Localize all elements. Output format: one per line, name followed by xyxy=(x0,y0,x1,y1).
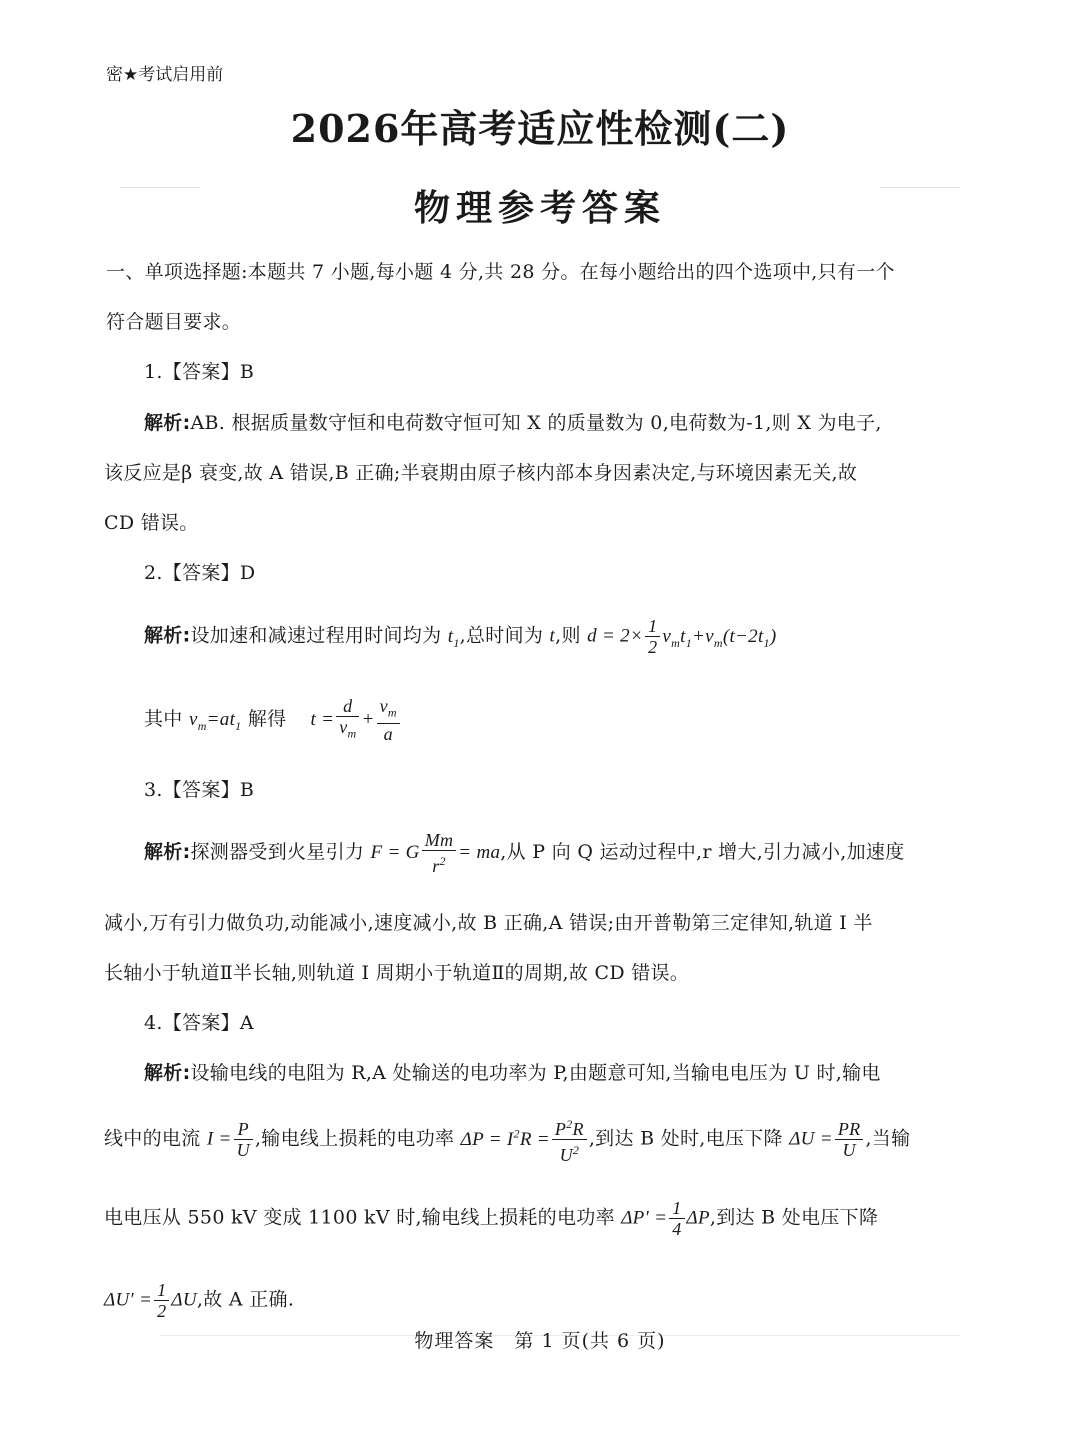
q2-analysis-line2: 其中 $v_m=at_1$ 解得 t = $\frac{d}{v_m}$ + $\frac{v_m}{a}$ xyxy=(144,696,402,744)
q2-text1: 设加速和减速过程用时间均为 xyxy=(190,624,448,647)
formula-fraction-quarter: $\frac{1}{4}$ xyxy=(669,1198,684,1239)
q1-answer: 1.【答案】B xyxy=(144,361,255,383)
formula-time: t = xyxy=(310,708,335,730)
q4-text3a: 电电压从 550 kV 变成 1100 kV 时,输电线上损耗的电功率 xyxy=(104,1206,622,1229)
analysis-label: 解析: xyxy=(144,624,191,647)
formula-fraction-half-2: $\frac{1}{2}$ xyxy=(154,1280,169,1321)
formula-fraction-PR-U: $\frac{PR}{U}$ xyxy=(835,1119,864,1160)
q2-text4: 其中 xyxy=(144,707,189,730)
q4-text2c: ,到达 B 处时,电压下降 xyxy=(588,1127,790,1150)
q3-analysis-line1: 解析:探测器受到火星引力 F = G $\frac{Mm}{r^2}$ = ma,从 P 向 Q 运动过程中,r 增大,引力减小,加速度 xyxy=(144,830,905,876)
formula-t: t xyxy=(549,625,556,647)
formula-power-loss: $\Delta P = I^2R$ = xyxy=(460,1126,550,1150)
analysis-label: 解析: xyxy=(144,412,191,434)
q4-analysis-line3: 电电压从 550 kV 变成 1100 kV 时,输电线上损耗的电功率 ΔP′ = $\frac{1}{4}$ ΔP,到达 B 处电压下降 xyxy=(104,1198,879,1239)
formula-fraction-P-U: $\frac{P}{U}$ xyxy=(234,1119,253,1160)
q3-analysis-line2: 减小,万有引力做负功,动能减小,速度减小,故 B 正确,A 错误;由开普勒第三定律知,轨道 I 半 xyxy=(104,912,873,934)
formula-fraction-half: $\frac{1}{2}$ xyxy=(645,616,660,657)
page-subtitle: 物理参考答案 xyxy=(413,188,666,229)
q2-text2: ,总时间为 xyxy=(459,624,550,647)
q1-analysis-line1 xyxy=(144,408,882,435)
formula-vm: $v_m=at_1$ xyxy=(188,708,242,733)
analysis-label: 解析: xyxy=(144,841,191,863)
q3-analysis-line3: 长轴小于轨道Ⅱ半长轴,则轨道 I 周期小于轨道Ⅱ的周期,故 CD 错误。 xyxy=(104,962,690,984)
formula-distance-rest: $v_mt_1+v_m(t-2t_1)$ xyxy=(662,625,777,650)
q1-analysis-line2: 该反应是β 衰变,故 A 错误,B 正确;半衰期由原子核内部本身因素决定,与环境因素无关,故 xyxy=(104,462,858,484)
q3-answer: 3.【答案】B xyxy=(144,779,255,801)
q2-analysis-line1 xyxy=(144,616,777,657)
q1-analysis-line3: CD 错误。 xyxy=(104,512,199,534)
formula-fraction-Mm-r2: $\frac{Mm}{r^2}$ xyxy=(422,830,457,876)
q2-text5: 解得 xyxy=(241,707,287,730)
formula-t1: $t_1$ xyxy=(447,625,460,650)
formula-gravity: F = G xyxy=(370,842,420,863)
formula-fraction-P2R-U2: $\frac{P^2R}{U^2}$ xyxy=(552,1114,587,1165)
formula-fraction-vm-a: $\frac{v_m}{a}$ xyxy=(377,696,400,744)
q1-text1: AB. 根据质量数守恒和电荷数守恒可知 X 的质量数为 0,电荷数为-1,则 X 为电子, xyxy=(190,412,882,434)
q4-answer: 4.【答案】A xyxy=(144,1012,254,1034)
q2-answer: 2.【答案】D xyxy=(144,562,256,584)
q4-text2b: ,输电线上损耗的电功率 xyxy=(254,1127,461,1150)
q3-text2: ,从 P 向 Q 运动过程中,r 增大,引力减小,加速度 xyxy=(500,841,905,863)
formula-voltage-drop-new: ΔU′ = xyxy=(104,1289,153,1311)
formula-power-loss-new: ΔP′ = xyxy=(621,1207,668,1229)
formula-voltage-drop: ΔU = xyxy=(789,1128,833,1150)
page-footer: 物理答案 第 1 页(共 6 页) xyxy=(414,1330,666,1352)
formula-fraction-d-vm: $\frac{d}{v_m}$ xyxy=(336,696,359,744)
q4-analysis-line1 xyxy=(144,1058,881,1085)
q4-text4: ,故 A 正确. xyxy=(196,1288,295,1311)
q4-text2d: ,当输 xyxy=(865,1127,911,1150)
section-heading-line2: 符合题目要求。 xyxy=(106,311,242,333)
q4-analysis-line4: ΔU′ = $\frac{1}{2}$ ΔU,故 A 正确. xyxy=(104,1280,295,1321)
confidential-mark: 密★考试启用前 xyxy=(106,65,224,85)
q4-analysis-line2: 线中的电流 I = $\frac{P}{U}$ ,输电线上损耗的电功率 $\Delta P = I^2R$ = $\frac{P^2R}{U^2}$ ,到达 B 处时,电压下降 ΔU = $\frac{PR}{U}$ ,当输 xyxy=(104,1114,910,1165)
q4-text1: 设输电线的电阻为 R,A 处输送的电功率为 P,由题意可知,当输电电压为 U 时,输电 xyxy=(190,1062,881,1084)
q4-text3b: ,到达 B 处电压下降 xyxy=(709,1206,879,1229)
section-heading-line1: 一、单项选择题:本题共 7 小题,每小题 4 分,共 28 分。在每小题给出的四个选项中,只有一个 xyxy=(106,261,895,283)
q4-text2a: 线中的电流 xyxy=(104,1127,207,1150)
page-title: 2026年高考适应性检测(二) xyxy=(290,106,790,151)
q2-text3: ,则 xyxy=(555,624,588,647)
formula-distance: d = 2× xyxy=(587,625,644,647)
analysis-label: 解析: xyxy=(144,1062,191,1084)
q3-text1: 探测器受到火星引力 xyxy=(190,841,371,863)
